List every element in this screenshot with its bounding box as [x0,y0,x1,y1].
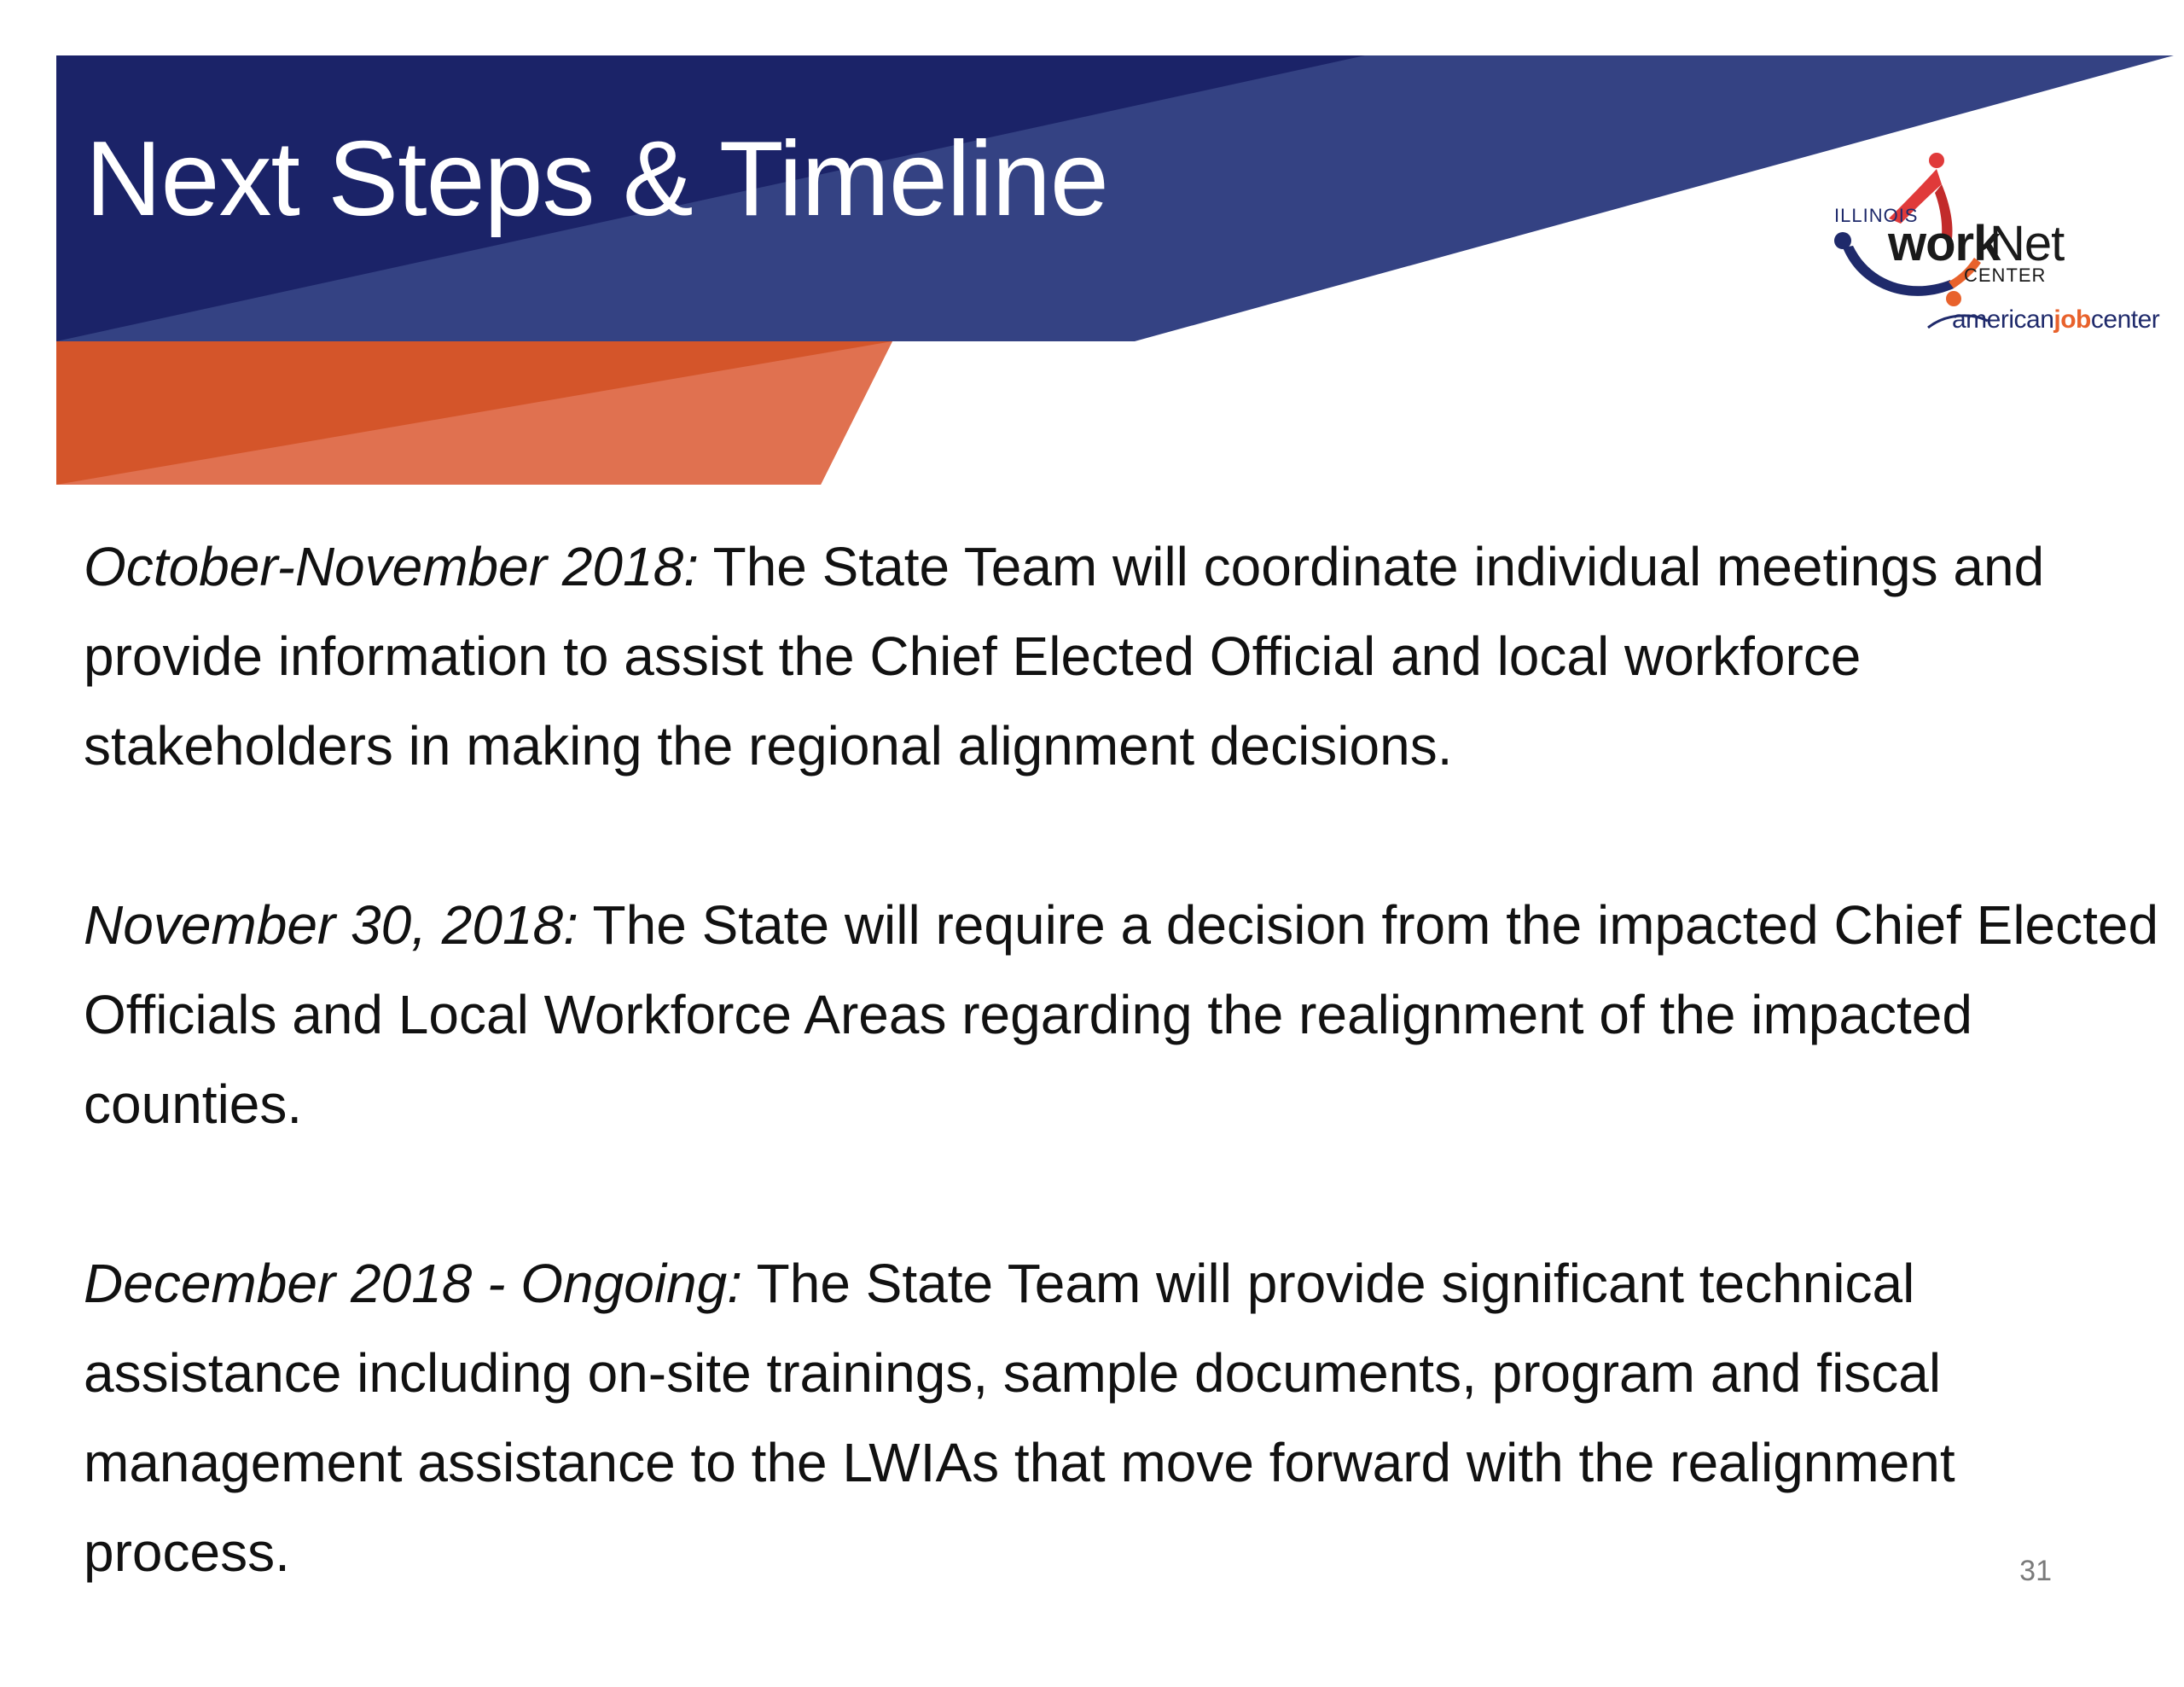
logo-ajc-prefix: american [1952,305,2054,334]
logo-work-text: work [1888,216,2001,271]
logo-ajc-highlight: job [2053,305,2091,334]
logo-net-text: Net [1989,216,2065,271]
timeline-period-2: November 30, 2018: [84,894,578,956]
timeline-text-2: The State will require a decision from the impacted Chief Elected Officials and Local Workforce Areas regarding the realignment of the impacted counties. [84,894,2159,1135]
timeline-content [84,522,2165,1687]
timeline-entry-1 [84,522,2165,791]
timeline-entry-2 [84,881,2165,1149]
timeline-text-1: The State Team will coordinate individual meetings and provide information to assist the Chief Elected Official and local workforce stakeholders in making the regional alignment decisions. [84,536,2045,777]
logo-illinois-text: ILLINOIS [1834,205,1919,226]
logo-center-text: CENTER [1964,265,2047,286]
logo-americanjobcenter-text [1952,305,2159,334]
timeline-period-3: December 2018 - Ongoing: [84,1253,742,1314]
timeline-period-1: October-November 2018: [84,536,699,597]
slide-number: 31 [2019,1555,2052,1587]
timeline-entry-3 [84,1239,2165,1597]
timeline-text-3: The State Team will provide significant technical assistance including on-site trainings, sample documents, program and fiscal management assistance to the LWIAs that move forward with the realignment process. [84,1253,1955,1583]
slide-title: Next Steps & Timeline [85,120,1108,238]
logo-ajc-suffix: center [2090,305,2160,334]
illinois-worknet-logo [1817,145,2158,350]
